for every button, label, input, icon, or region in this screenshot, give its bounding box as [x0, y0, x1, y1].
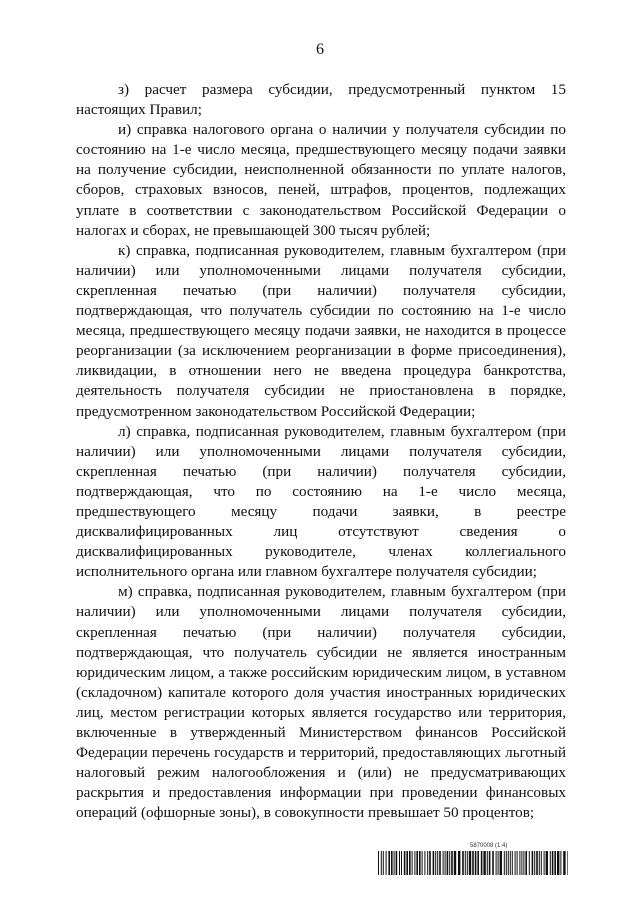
barcode-bar: [416, 851, 418, 875]
barcode-bar: [427, 851, 428, 875]
barcode-bar: [557, 851, 559, 875]
barcode-bar: [550, 851, 551, 875]
barcode-bar: [523, 851, 524, 875]
paragraph-m: м) справка, подписанная руководителем, главным бухгалтером (при наличии) или уполномоченными лицами получателя субсидии, скрепленная печатью (при наличии) получателя субсидии, подтверждающая, что получатель субсидии не является иностранным юридическим лицом, а также российским юридическим лицом, в уставном (складочном) капитале которого доля участия иностранных юридических лиц, местом регистрации которых является государство или территория, включенные в утвержденный Министерством финансов Российской Федерации перечень государств и территорий, предоставляющих льготный налоговый режим налогообложения и (или) не предусматривающих раскрытия и предоставления информации при проведении финансовых операций (офшорные зоны), в совокупности превышает 50 процентов;: [76, 583, 566, 822]
paragraph-l: л) справка, подписанная руководителем, главным бухгалтером (при наличии) или уполномоченными лицами получателя субсидии, скрепленная печатью (при наличии) получателя субсидии, подтверждающая, что по состоянию на 1-е число месяца, предшествующего месяцу подачи заявки, в реестре дисквалифицированных лиц отсутствуют сведения о дисквалифицированных руководителе, членах коллегиального исполнительного органа или главном бухгалтере получателя субсидии;: [76, 422, 566, 581]
barcode-bar: [391, 851, 393, 875]
barcode-bar: [534, 851, 535, 875]
barcode-bar: [414, 851, 415, 875]
barcode-bar: [517, 851, 518, 875]
barcode-bar: [406, 851, 408, 875]
barcode-bar: [500, 851, 502, 875]
barcode-bar: [412, 851, 413, 875]
barcode-bar: [512, 851, 513, 875]
barcode-bar: [525, 851, 527, 875]
barcode-bar: [496, 851, 497, 875]
barcode-bar: [506, 851, 507, 875]
barcode-bar: [469, 851, 471, 875]
barcode-bar: [563, 851, 565, 875]
barcode-bar: [443, 851, 444, 875]
paragraph-i: и) справка налогового органа о наличии у получателя субсидии по состоянию на 1-е число месяца, предшествующего месяцу подачи заявки на получение субсидии, неисполненной обязанности по уплате налогов, сборов, страховых взносов, пеней, штрафов, процентов, подлежащих уплате в соответствии с законодательством Российской Федерации о налогах и сборах, не превышающей 300 тысяч рублей;: [76, 121, 566, 239]
barcode-bar: [399, 851, 400, 875]
barcode-bar: [532, 851, 534, 875]
document-body: [76, 80, 566, 823]
barcode-bar: [508, 851, 509, 875]
barcode-number: 5870008 (1.4): [470, 843, 508, 849]
barcode-bar: [510, 851, 511, 875]
barcode-bar: [483, 851, 485, 875]
barcode-bar: [439, 851, 441, 875]
barcode-bar: [552, 851, 554, 875]
barcode-bar: [487, 851, 488, 875]
barcode-bar: [462, 851, 464, 875]
barcode-bar: [519, 851, 520, 875]
barcode-bar: [544, 851, 545, 875]
barcode-bar: [489, 851, 491, 875]
barcode-bar: [424, 851, 425, 875]
barcode-bar: [465, 851, 466, 875]
barcode-bar: [536, 851, 538, 875]
barcode-bar: [472, 851, 474, 875]
barcode: [378, 851, 568, 875]
barcode-bar: [458, 851, 460, 875]
paragraph-z: з) расчет размера субсидии, предусмотренный пунктом 15 настоящих Правил;: [76, 81, 566, 119]
barcode-bar: [445, 851, 446, 875]
barcode-bar: [437, 851, 438, 875]
barcode-bar: [381, 851, 382, 875]
barcode-bar: [378, 851, 379, 875]
barcode-bar: [388, 851, 390, 875]
page-number: 6: [316, 41, 324, 58]
barcode-bar: [433, 851, 435, 875]
barcode-bar: [401, 851, 402, 875]
barcode-bar: [498, 851, 499, 875]
barcode-bar: [419, 851, 421, 875]
barcode-bar: [567, 851, 568, 875]
barcode-bar: [541, 851, 542, 875]
barcode-bar: [409, 851, 411, 875]
barcode-bar: [475, 851, 477, 875]
barcode-bar: [515, 851, 516, 875]
barcode-bar: [386, 851, 387, 875]
barcode-bar: [504, 851, 505, 875]
barcode-bar: [546, 851, 548, 875]
paragraph-k: к) справка, подписанная руководителем, главным бухгалтером (при наличии) или уполномоченными лицами получателя субсидии, скрепленная печатью (при наличии) получателя субсидии, подтверждающая, что получатель субсидии по состоянию на 1-е число месяца, предшествующего месяцу подачи заявки, не находится в процессе реорганизации (за исключением реорганизации в форме присоединения), ликвидации, в отношении него не введена процедура банкротства, деятельность получателя субсидии не приостановлена в порядке, предусмотренном законодательством Российской Федерации;: [76, 241, 566, 420]
barcode-bar: [481, 851, 483, 875]
barcode-bar: [521, 851, 522, 875]
barcode-bar: [422, 851, 423, 875]
barcode-bar: [454, 851, 456, 875]
barcode-bar: [467, 851, 468, 875]
barcode-bar: [529, 851, 530, 875]
barcode-bar: [449, 851, 450, 875]
barcode-bar: [394, 851, 395, 875]
barcode-bar: [383, 851, 384, 875]
barcode-bar: [560, 851, 561, 875]
barcode-bar: [396, 851, 398, 875]
barcode-bar: [435, 851, 436, 875]
barcode-bar: [492, 851, 494, 875]
barcode-bar: [429, 851, 431, 875]
barcode-bar: [477, 851, 479, 875]
barcode-bar: [447, 851, 449, 875]
barcode-bar: [451, 851, 453, 875]
barcode-bar: [539, 851, 540, 875]
barcode-bar: [404, 851, 406, 875]
barcode-bar: [554, 851, 556, 875]
